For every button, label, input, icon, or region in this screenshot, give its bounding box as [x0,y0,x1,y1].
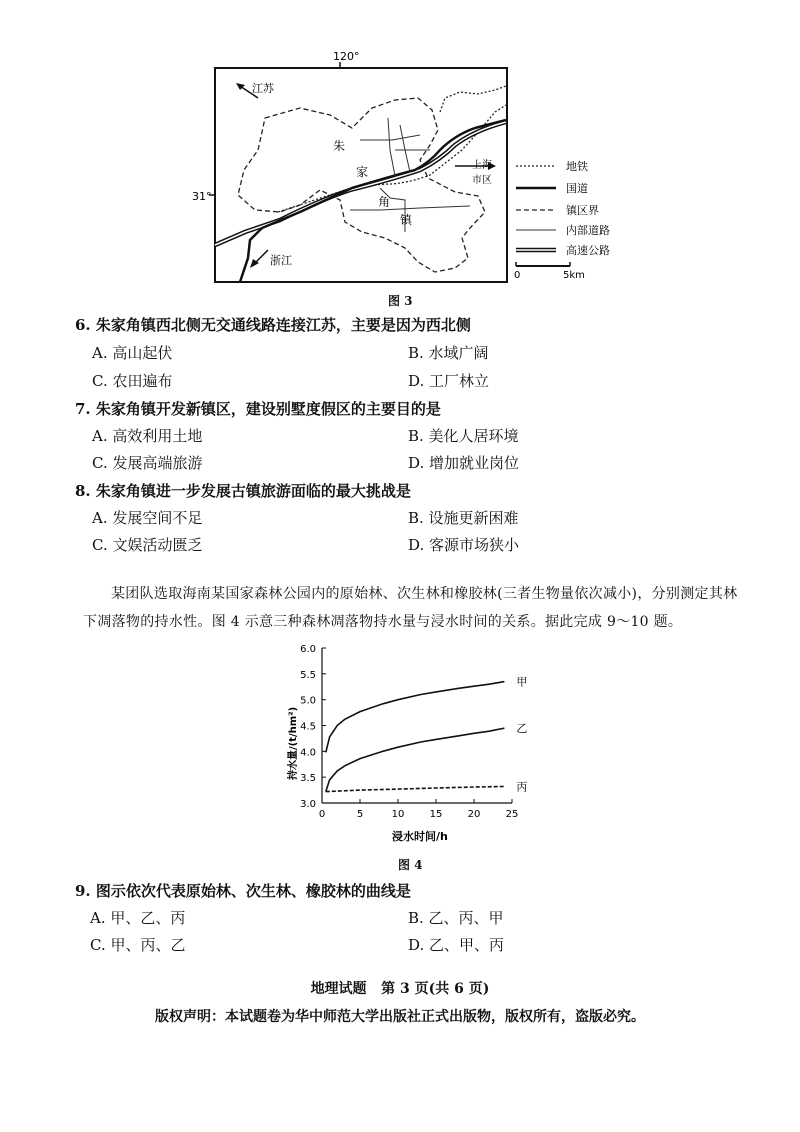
internal-road-3 [360,135,420,140]
legend-metro-label: 地铁 [566,160,588,173]
question-7-option-c[interactable]: C. 发展高端旅游 [92,454,203,472]
question-6-option-b[interactable]: B. 水域广阔 [408,344,489,362]
x-tick-label-0: 0 [318,809,326,820]
lon-label: 120° [333,50,360,63]
y-tick-label-0: 3.0 [300,799,316,810]
question-8-stem: 8. 朱家角镇进一步发展古镇旅游面临的最大挑战是 [75,482,411,500]
label-zhejiang: 浙江 [270,254,292,267]
question-6-stem: 6. 朱家角镇西北侧无交通线路连接江苏，主要是因为西北侧 [75,316,471,334]
x-tick-label-5: 25 [505,809,519,820]
question-7-stem: 7. 朱家角镇开发新镇区，建设别墅度假区的主要目的是 [75,400,441,418]
question-9-option-c[interactable]: C. 甲、丙、乙 [90,936,186,954]
chart-axes [322,648,512,803]
series-line-2 [326,787,505,792]
question-8-option-d[interactable]: D. 客源市场狭小 [408,536,520,554]
question-8-option-b[interactable]: B. 设施更新困难 [408,509,519,527]
label-shanghai-2: 市区 [472,175,492,186]
legend-town-boundary-label: 镇区界 [566,204,599,217]
question-9-option-a[interactable]: A. 甲、乙、丙 [90,909,186,927]
y-tick-label-5: 5.5 [300,669,316,681]
series-label-1: 乙 [516,722,528,736]
internal-road-6 [350,206,470,210]
x-tick-label-1: 5 [356,809,364,820]
series-label-0: 甲 [516,675,528,689]
x-tick-label-3: 15 [429,809,443,820]
chart-series-labels [516,676,527,794]
question-9-stem: 9. 图示依次代表原始林、次生林、橡胶林的曲线是 [75,882,411,900]
legend-expressway-label: 高速公路 [566,244,610,257]
series-line-0 [326,682,505,753]
y-tick-label-6: 6.0 [300,644,316,655]
question-8-option-c[interactable]: C. 文娱活动匮乏 [92,536,203,554]
chart-ylabel: 持水量/(t/hm²) [288,706,299,780]
chart-xlabel: 浸水时间/h [392,830,448,843]
question-6-option-d[interactable]: D. 工厂林立 [408,372,490,390]
intro-paragraph: 某团队选取海南某国家森林公园内的原始林、次生林和橡胶林(三者生物量依次减小)，分别测定其林下凋落物的持水性。图 4 示意三种森林凋落物持水量与浸水时间的关系。据此完成 9～10 题。 [83,586,738,630]
legend-national-road-label: 国道 [566,182,588,195]
chart-caption: 图 4 [398,858,423,872]
map-legend [514,159,610,281]
y-tick-label-3: 4.5 [300,721,316,733]
y-tick-label-4: 5.0 [300,695,316,707]
lat-label: 31° [192,190,212,203]
question-6-option-c[interactable]: C. 农田遍布 [92,372,173,390]
metro-loop [440,86,506,112]
y-tick-label-2: 4.0 [300,747,316,759]
x-tick-label-4: 20 [467,809,481,820]
map-svg [0,0,800,310]
scale-end: 5km [563,270,585,281]
question-6-option-a[interactable]: A. 高山起伏 [92,344,173,362]
chart-figure [270,640,540,870]
label-shanghai-1: 上海 [472,160,492,171]
question-7-option-d[interactable]: D. 增加就业岗位 [408,454,520,472]
series-line-1 [326,728,505,792]
label-jiao: 角 [378,195,391,209]
series-label-2: 丙 [516,780,528,794]
legend-internal-road-label: 内部道路 [566,224,610,237]
y-tick-label-1: 3.5 [300,773,316,785]
page-footer: 地理试题 第 3 页(共 6 页) [310,981,490,997]
label-zhu: 朱 [333,139,346,153]
map-figure [0,0,800,310]
question-9-option-b[interactable]: B. 乙、丙、甲 [408,909,504,927]
x-tick-label-2: 10 [391,809,405,820]
chart-series [326,682,505,792]
internal-road-2 [400,125,410,172]
question-8-option-a[interactable]: A. 发展空间不足 [92,509,203,527]
label-zhen: 镇 [400,213,413,227]
question-7-option-b[interactable]: B. 美化人居环境 [408,427,519,445]
label-jia: 家 [356,165,369,179]
internal-road-1 [388,118,395,176]
map-caption: 图 3 [388,294,413,308]
label-jiangsu: 江苏 [252,82,274,95]
question-7-option-a[interactable]: A. 高效利用土地 [92,427,203,445]
scale-start: 0 [514,270,521,281]
chart-svg [270,640,540,850]
question-9-option-d[interactable]: D. 乙、甲、丙 [408,936,505,954]
copyright-notice: 版权声明：本试题卷为华中师范大学出版社正式出版物，版权所有，盗版必究。 [155,1009,645,1025]
